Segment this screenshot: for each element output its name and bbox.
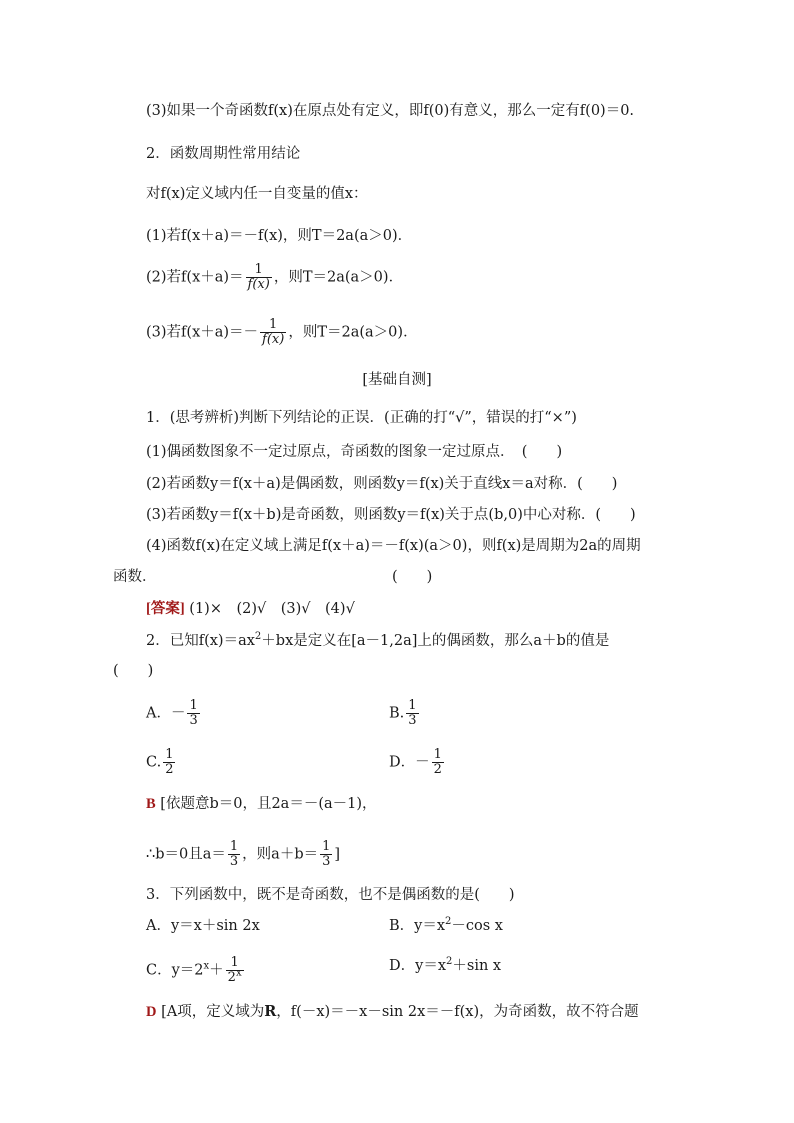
periodicity-rule-2: (2)若f(x＋a)＝ $\frac{1}{f(x)}$ ，则T＝2a(a＞0)． — [146, 262, 404, 292]
fraction: $\frac{1}{3}$ — [408, 698, 417, 728]
fraction: $\frac{1}{3}$ — [229, 839, 239, 869]
question-1-item-3: (3)若函数y＝f(x＋b)是奇函数，则函数y＝f(x)关于点(b,0)中心对称．( ) — [146, 507, 636, 523]
solution-3-line-1: D [A项，定义域为R，f(－x)＝－x－sin 2x＝－f(x)，为奇函数，故不符合题 — [146, 1003, 639, 1020]
question-2-stem: 2．已知$f(x)=ax^2+bx$是定义在[a－1,2a]上的偶函数，那么a＋b的值是 — [146, 631, 610, 649]
section-heading-periodicity: 2．函数周期性常用结论 — [146, 146, 301, 162]
question-3-option-b: B．$y=x^2-\cos$ x — [389, 916, 503, 934]
question-2-option-d: D．－ $\frac{1}{2}$ — [389, 747, 442, 777]
solution-2-line-2: ∴b＝0且a＝ $\frac{1}{3}$ ，则a＋b＝ $\frac{1}{3}$ ] — [146, 839, 341, 869]
question-2-option-b: B. $\frac{1}{3}$ — [389, 698, 417, 728]
answer-blank: ( ) — [392, 569, 433, 585]
periodicity-rule-1: (1)若f(x＋a)＝－f(x)，则T＝2a(a＞0)． — [146, 228, 413, 244]
fraction: $\frac{1}{3}$ — [189, 698, 198, 728]
periodicity-intro: 对f(x)定义域内任一自变量的值x： — [146, 186, 368, 202]
answer-letter: B — [146, 796, 156, 812]
question-3-option-a: A．y＝x＋sin 2x — [146, 918, 260, 934]
fraction: $\frac{1}{f(x)}$ — [262, 317, 285, 347]
question-1-item-4-cont: 函数． — [113, 569, 157, 585]
question-3-option-d: D．$y=x^2+\sin$ x — [389, 956, 502, 974]
section-header-basic-self-test: [基础自测] — [362, 372, 432, 388]
fraction: $\frac{1}{3}$ — [322, 839, 331, 869]
odd-function-origin-rule: (3)如果一个奇函数f(x)在原点处有定义，即f(0)有意义，那么一定有f(0)＝0. — [146, 103, 635, 119]
question-2-option-c: C. $\frac{1}{2}$ — [146, 747, 174, 777]
fraction: $\frac{1}{f(x)}$ — [247, 262, 270, 292]
answer-tag: [答案] — [146, 601, 185, 617]
question-1-item-1: (1)偶函数图象不一定过原点，奇函数的图象一定过原点． ( ) — [146, 444, 563, 460]
answer-line-q1: [答案] (1)× (2)√ (3)√ (4)√ — [146, 601, 355, 617]
fraction: $\frac{1}{2^x}$ — [227, 955, 242, 985]
question-2-option-a: A．－ $\frac{1}{3}$ — [146, 698, 198, 728]
question-1-item-2: (2)若函数y＝f(x＋a)是偶函数，则函数y＝f(x)关于直线x＝a对称．( ) — [146, 476, 618, 492]
question-2-blank: ( ) — [113, 663, 154, 679]
solution-2-line-1: B [依题意b＝0，且2a＝－(a－1)， — [146, 796, 377, 812]
fraction: $\frac{1}{2}$ — [433, 747, 442, 777]
question-3-option-c: C．$y=2^x+$ $\frac{1}{2^x}$ — [146, 955, 242, 985]
periodicity-rule-3: (3)若f(x＋a)＝－ $\frac{1}{f(x)}$ ，则T＝2a(a＞0)． — [146, 317, 418, 347]
fraction: $\frac{1}{2}$ — [165, 747, 174, 777]
answer-letter: D — [146, 1004, 157, 1020]
question-1-item-4: (4)函数f(x)在定义域上满足f(x＋a)＝－f(x)(a＞0)，则f(x)是周期为2a的周期 — [146, 538, 641, 554]
question-1-stem: 1．(思考辨析)判断下列结论的正误．(正确的打“√”，错误的打“×”) — [146, 410, 577, 426]
question-3-stem: 3．下列函数中，既不是奇函数，也不是偶函数的是( ) — [146, 887, 515, 903]
